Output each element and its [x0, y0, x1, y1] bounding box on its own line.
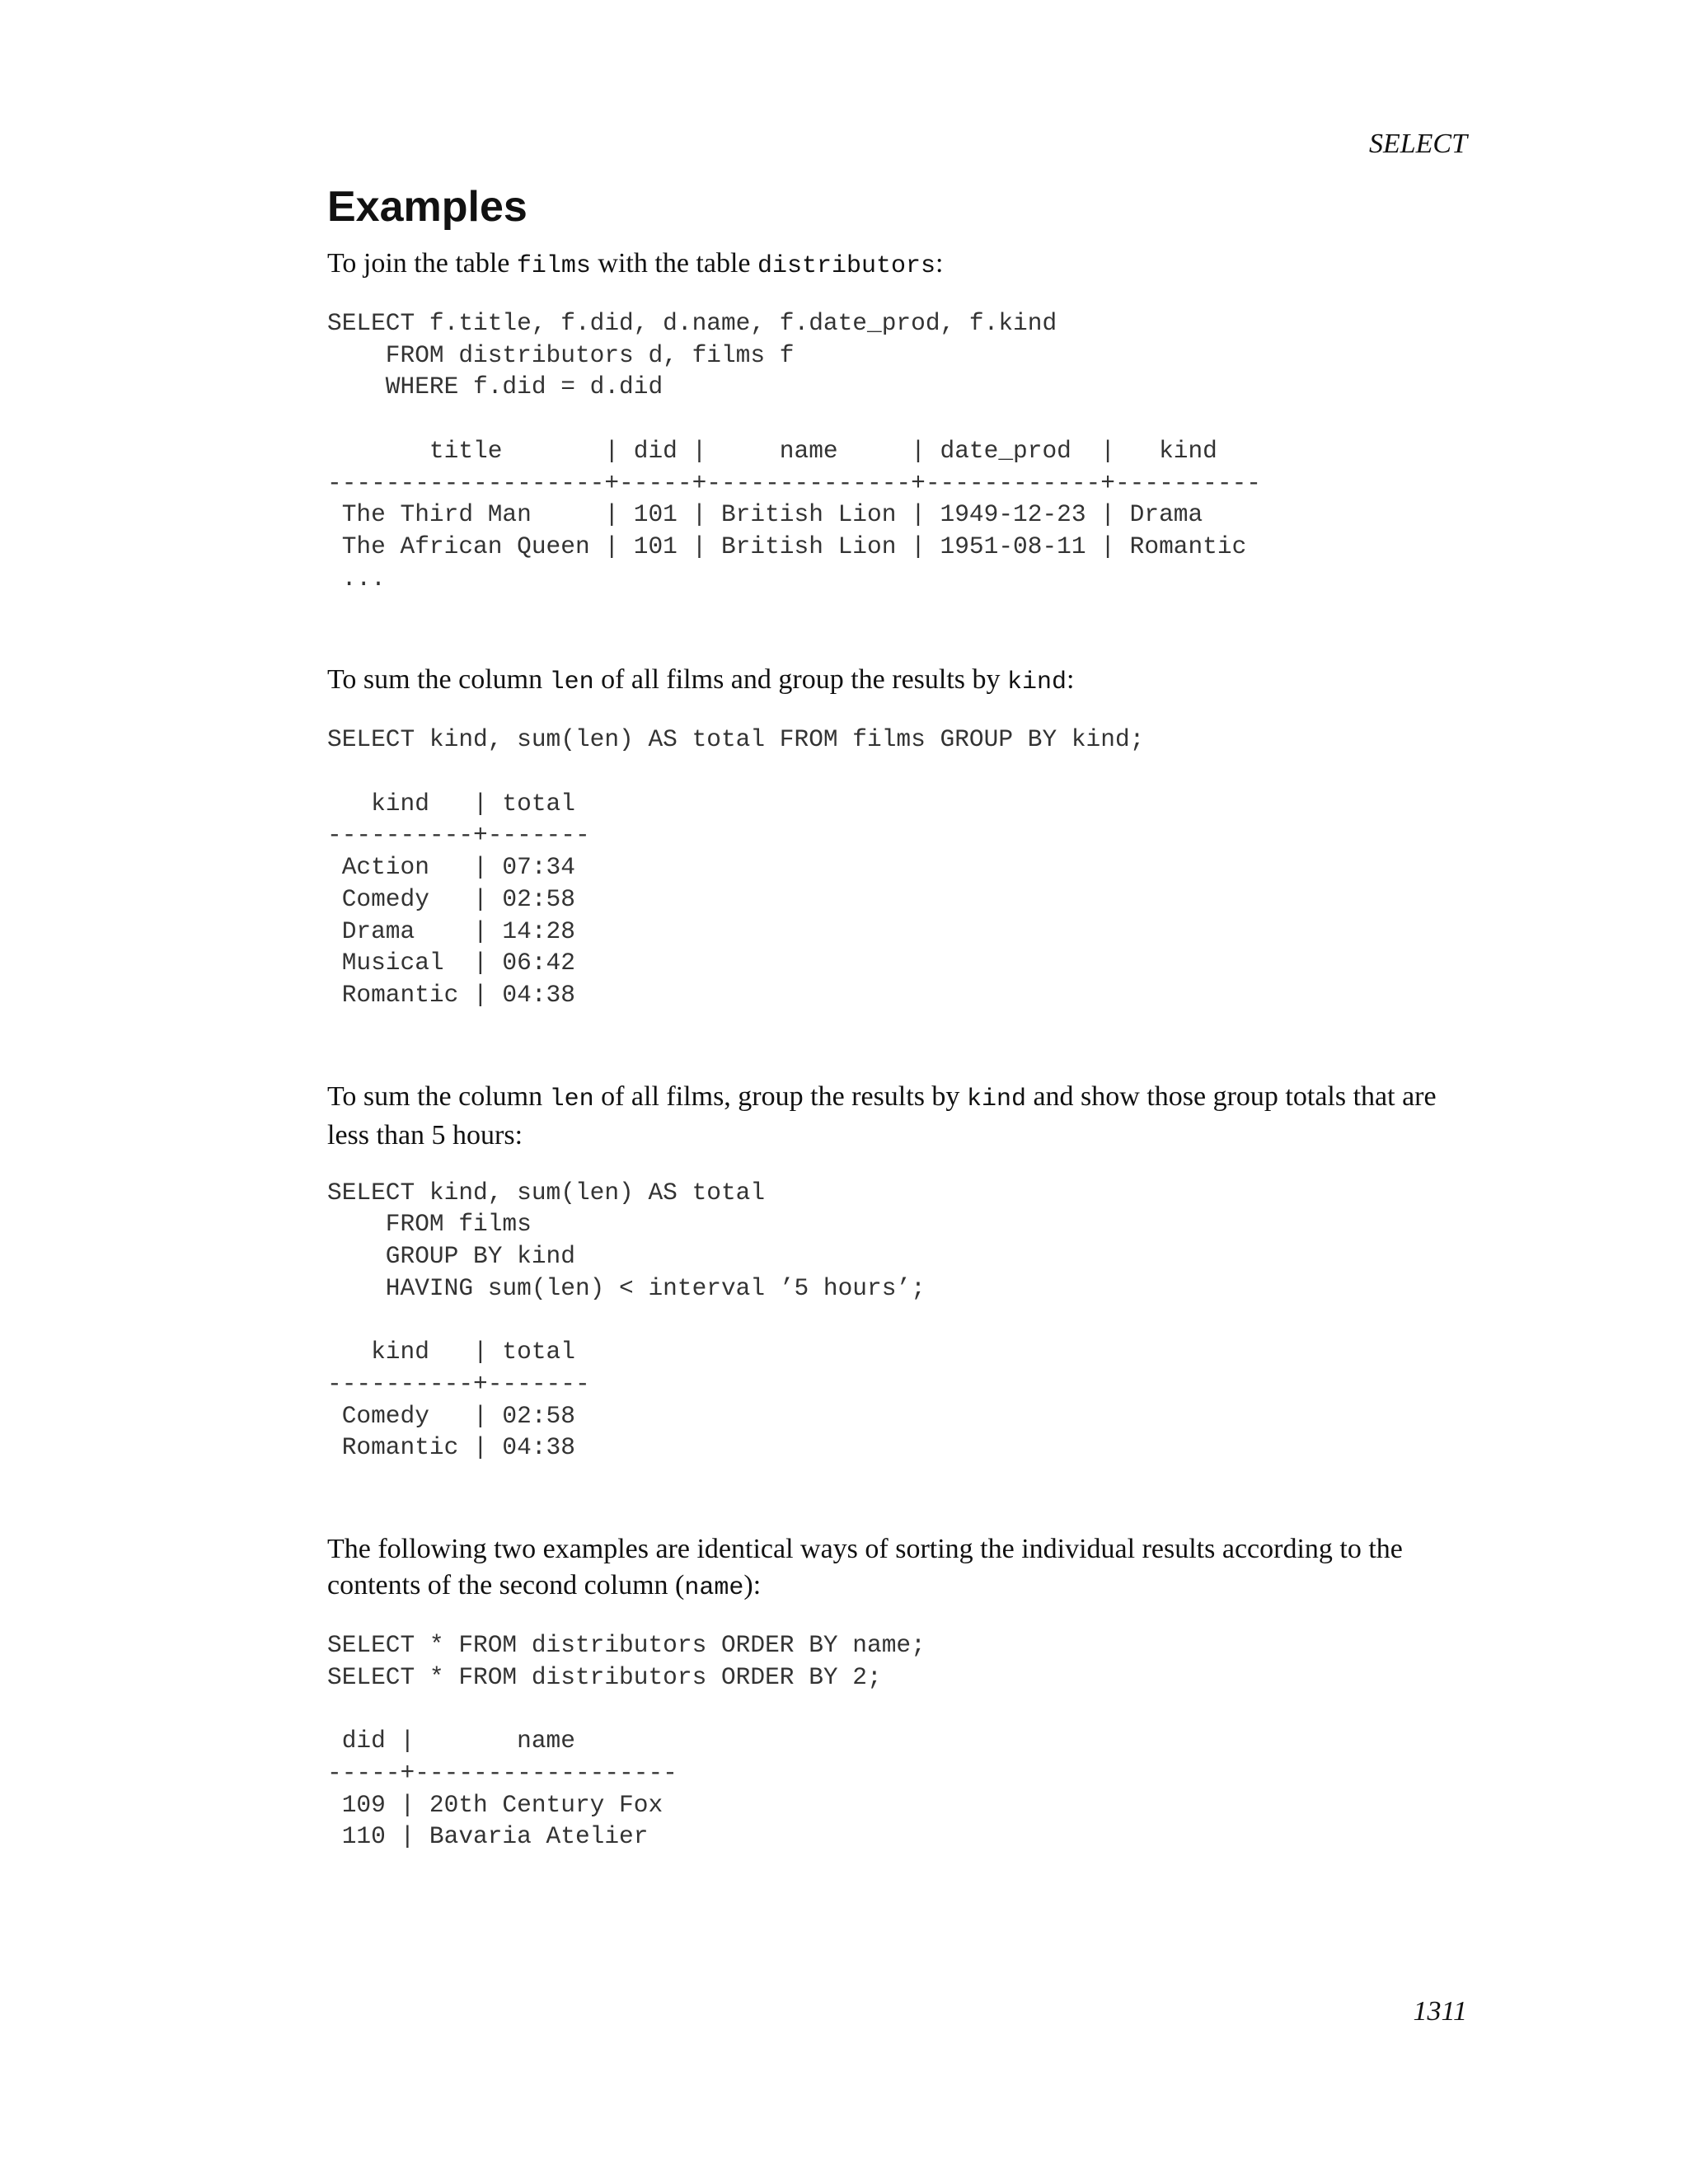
inline-code: films: [516, 252, 591, 280]
intro-text: To join the table: [327, 248, 517, 279]
page-number: 1311: [1413, 1996, 1467, 2027]
example-4-intro: [327, 1531, 1470, 1606]
running-header: SELECT: [1368, 129, 1467, 159]
inline-code: kind: [1007, 668, 1067, 697]
example-3-code-block: SELECT kind, sum(len) AS total FROM films GROUP BY kind HAVING sum(len) < interval ’5 hours’; kind | total ----------+------- Comedy | 02:58 Romantic | 04:38: [327, 1178, 926, 1462]
intro-text: and show those group totals that are less than 5 hours:: [327, 1080, 1437, 1151]
example-2-intro: [327, 662, 1470, 701]
inline-code: distributors: [757, 252, 936, 280]
page-content: [327, 180, 1470, 1853]
intro-text: with the table: [590, 248, 757, 279]
inline-code: name: [684, 1573, 744, 1602]
example-3-intro: [327, 1079, 1470, 1154]
intro-text: To sum the column: [327, 664, 550, 696]
intro-text: :: [1067, 664, 1075, 696]
intro-text: :: [935, 248, 944, 279]
intro-text: ):: [743, 1569, 762, 1601]
spacer: [327, 594, 1470, 662]
example-4-code-block: SELECT * FROM distributors ORDER BY name; SELECT * FROM distributors ORDER BY 2; did | name -----+------------------ 109 | 20th Century Fox 110 | Bavaria Atelier: [327, 1630, 926, 1851]
example-1-code-block: SELECT f.title, f.did, d.name, f.date_prod, f.kind FROM distributors d, films f WHERE f.did = d.did title | did | name | date_prod | kind -------------------+-----+--------------+------------+---------- The Third Man | 101 | British Lion | 1949-12-23 | Drama The African Queen | 101 | British Lion | 1951-08-11 | Romantic ...: [327, 309, 1261, 593]
spacer: [327, 1464, 1470, 1531]
intro-text: of all films, group the results by: [593, 1080, 967, 1112]
inline-code: kind: [966, 1085, 1026, 1113]
intro-text: To sum the column: [327, 1080, 550, 1112]
inline-code: len: [549, 668, 594, 697]
section-title: Examples: [327, 183, 528, 231]
intro-text: The following two examples are identical ways of sorting the individual results according to the contents of the second column (: [327, 1533, 1403, 1601]
intro-text: of all films and group the results by: [593, 664, 1008, 696]
inline-code: len: [549, 1085, 594, 1113]
example-2-code-block: SELECT kind, sum(len) AS total FROM films GROUP BY kind; kind | total ----------+------- Action | 07:34 Comedy | 02:58 Drama | 14:28 Musical | 06:42 Romantic | 04:38: [327, 725, 1145, 1009]
spacer: [327, 1011, 1470, 1079]
example-1-intro: [327, 246, 1470, 284]
